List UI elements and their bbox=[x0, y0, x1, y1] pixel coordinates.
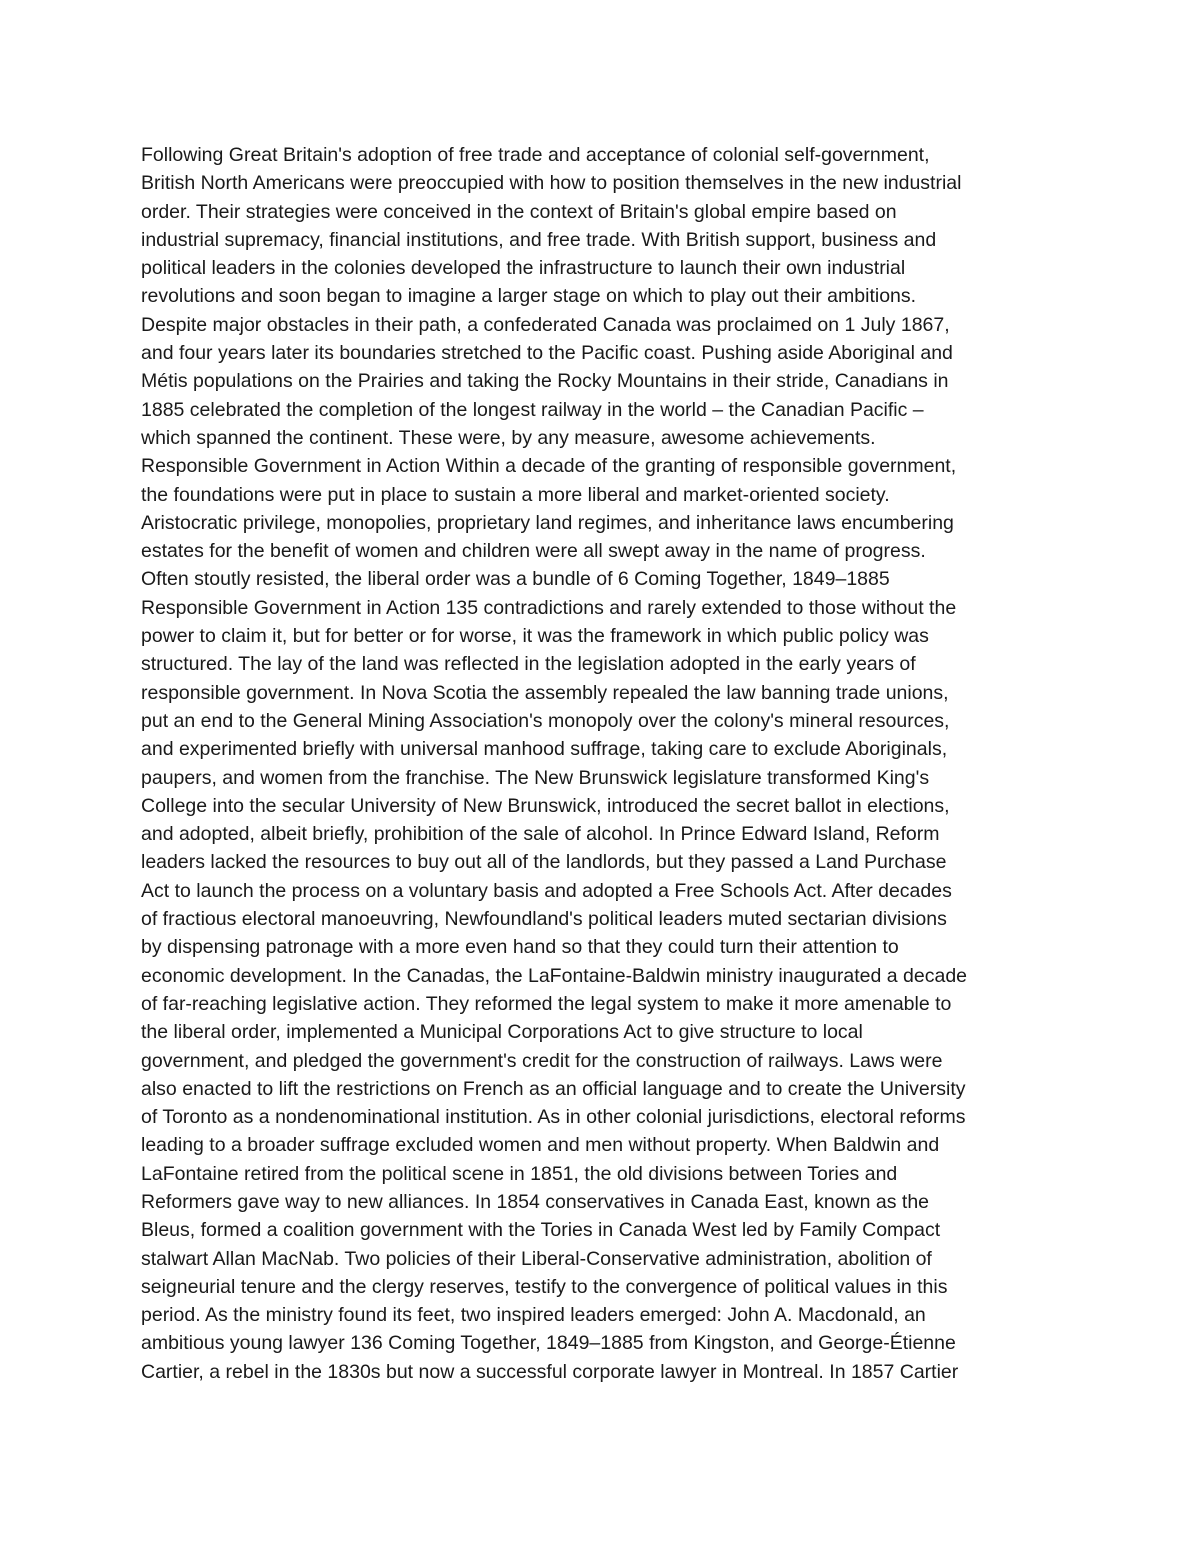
text-line: estates for the benefit of women and children were all swept away in the name of progress. bbox=[141, 540, 926, 563]
body-text bbox=[141, 141, 1071, 1386]
text-line: LaFontaine retired from the political scene in 1851, the old divisions between Tories and bbox=[141, 1162, 898, 1185]
text-line: put an end to the General Mining Association's monopoly over the colony's mineral resources, bbox=[141, 709, 950, 732]
text-line: period. As the ministry found its feet, two inspired leaders emerged: John A. Macdonald, an bbox=[141, 1304, 926, 1327]
text-line: government, and pledged the government's credit for the construction of railways. Laws were bbox=[141, 1049, 943, 1072]
text-line: of fractious electoral manoeuvring, Newfoundland's political leaders muted sectarian divisions bbox=[141, 908, 947, 931]
text-line: British North Americans were preoccupied with how to position themselves in the new industrial bbox=[141, 172, 962, 195]
text-line: Aristocratic privilege, monopolies, proprietary land regimes, and inheritance laws encumbering bbox=[141, 511, 954, 534]
text-line: the foundations were put in place to sustain a more liberal and market-oriented society. bbox=[141, 483, 890, 506]
text-line: revolutions and soon began to imagine a larger stage on which to play out their ambitions. bbox=[141, 285, 917, 308]
text-line: Responsible Government in Action 135 contradictions and rarely extended to those without the bbox=[141, 596, 957, 619]
text-line: Métis populations on the Prairies and taking the Rocky Mountains in their stride, Canadians in bbox=[141, 370, 949, 393]
text-line: ambitious young lawyer 136 Coming Together, 1849–1885 from Kingston, and George-Étienne bbox=[141, 1332, 956, 1355]
text-line: and experimented briefly with universal manhood suffrage, taking care to exclude Aboriginals, bbox=[141, 738, 948, 761]
text-line: Bleus, formed a coalition government with the Tories in Canada West led by Family Compact bbox=[141, 1219, 941, 1242]
text-line: the liberal order, implemented a Municipal Corporations Act to give structure to local bbox=[141, 1021, 863, 1044]
text-line: Following Great Britain's adoption of free trade and acceptance of colonial self-government, bbox=[141, 144, 930, 166]
text-line: industrial supremacy, financial institutions, and free trade. With British support, business and bbox=[141, 228, 937, 251]
text-line: Reformers gave way to new alliances. In 1854 conservatives in Canada East, known as the bbox=[141, 1190, 930, 1213]
text-line: responsible government. In Nova Scotia the assembly repealed the law banning trade unions, bbox=[141, 681, 949, 704]
text-line: of far-reaching legislative action. They reformed the legal system to make it more amenable to bbox=[141, 992, 952, 1015]
text-line: College into the secular University of New Brunswick, introduced the secret ballot in elections, bbox=[141, 794, 950, 817]
text-line: also enacted to lift the restrictions on French as an official language and to create the University bbox=[141, 1077, 966, 1100]
text-line: Often stoutly resisted, the liberal order was a bundle of 6 Coming Together, 1849–1885 bbox=[141, 568, 890, 591]
text-line: paupers, and women from the franchise. The New Brunswick legislature transformed King's bbox=[141, 766, 930, 789]
text-line: stalwart Allan MacNab. Two policies of their Liberal-Conservative administration, abolition of bbox=[141, 1247, 932, 1270]
text-line: 1885 celebrated the completion of the longest railway in the world – the Canadian Pacific – bbox=[141, 398, 924, 421]
text-line: economic development. In the Canadas, the LaFontaine-Baldwin ministry inaugurated a decade bbox=[141, 964, 968, 987]
text-line: power to claim it, but for better or for worse, it was the framework in which public policy was bbox=[141, 625, 929, 648]
text-line: leaders lacked the resources to buy out all of the landlords, but they passed a Land Purchase bbox=[141, 851, 947, 874]
text-line: political leaders in the colonies developed the infrastructure to launch their own industrial bbox=[141, 257, 906, 280]
text-line: which spanned the continent. These were, by any measure, awesome achievements. bbox=[141, 426, 876, 449]
text-line: by dispensing patronage with a more even hand so that they could turn their attention to bbox=[141, 936, 899, 959]
text-line: Act to launch the process on a voluntary basis and adopted a Free Schools Act. After decades bbox=[141, 879, 952, 902]
text-line: Responsible Government in Action Within a decade of the granting of responsible government, bbox=[141, 455, 957, 478]
text-line: and adopted, albeit briefly, prohibition of the sale of alcohol. In Prince Edward Island, Reform bbox=[141, 823, 940, 846]
text-line: structured. The lay of the land was reflected in the legislation adopted in the early years of bbox=[141, 653, 916, 676]
text-line: Despite major obstacles in their path, a confederated Canada was proclaimed on 1 July 1867, bbox=[141, 313, 950, 336]
text-line: order. Their strategies were conceived in the context of Britain's global empire based on bbox=[141, 200, 897, 223]
text-line: seigneurial tenure and the clergy reserves, testify to the convergence of political values in this bbox=[141, 1275, 948, 1298]
text-line: of Toronto as a nondenominational institution. As in other colonial jurisdictions, electoral reforms bbox=[141, 1106, 966, 1129]
text-line: Cartier, a rebel in the 1830s but now a successful corporate lawyer in Montreal. In 1857 Cartier bbox=[141, 1360, 959, 1383]
text-line: leading to a broader suffrage excluded women and men without property. When Baldwin and bbox=[141, 1134, 940, 1157]
text-line: and four years later its boundaries stretched to the Pacific coast. Pushing aside Aboriginal and bbox=[141, 342, 953, 365]
